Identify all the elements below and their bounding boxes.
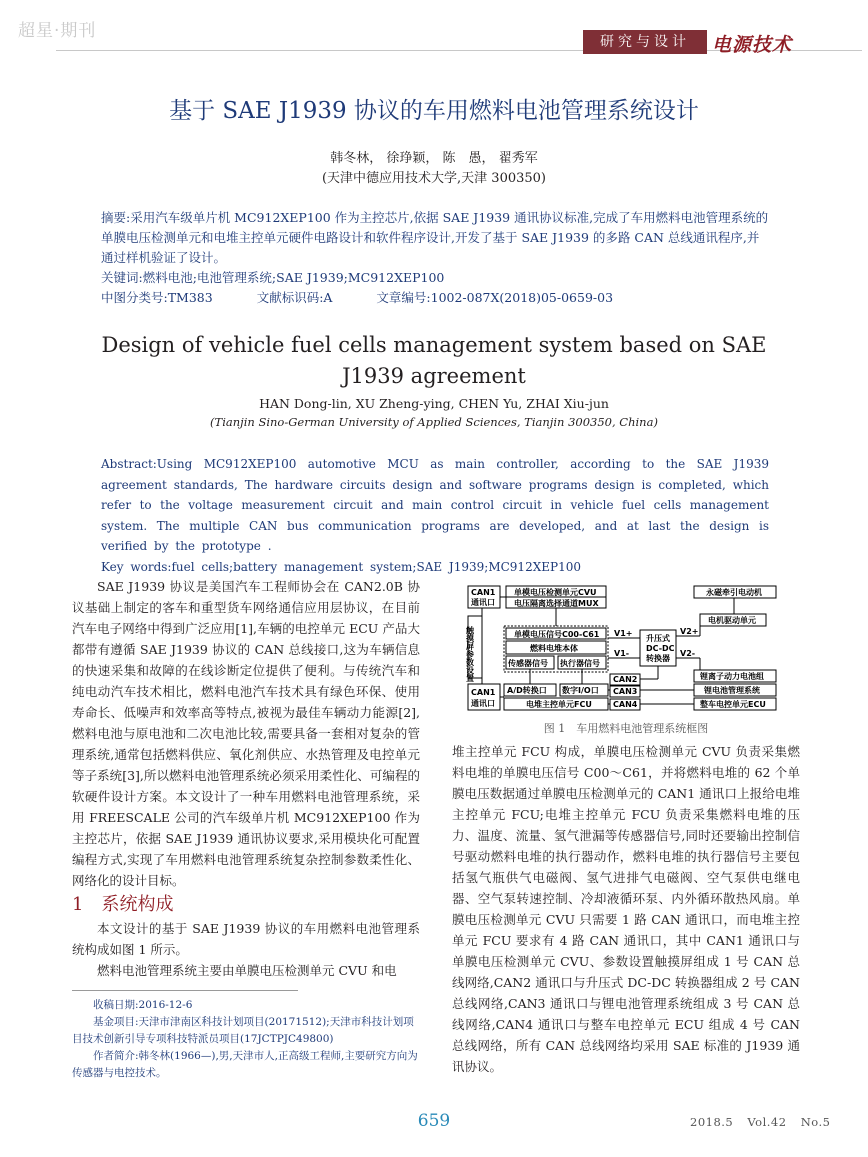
section-heading: 1 系统构成 [72, 894, 174, 915]
io-label: 数字I/O口 [562, 686, 599, 695]
fund-note: 基金项目:天津市津南区科技计划项目(20171512);天津市科技计划项目技术创新引导专项科技特派员项目(17JCTPJC49800) [72, 1016, 414, 1045]
can1-top-sub: 通讯口 [471, 598, 495, 607]
dcdc-label-b: DC-DC [646, 644, 675, 653]
can1-top-label: CAN1 [471, 588, 496, 597]
author-bio: 作者简介:韩冬林(1966—),男,天津市人,正高级工程师,主要研究方向为传感器与电控技术。 [72, 1050, 418, 1079]
abstract-en-text: Abstract:Using MC912XEP100 automotive MCU as main controller, according to the SAE J1939 agreement standards, The hardware circuits design and software programs design is completed, which refer to the voltage measurement circuit and main control circuit in vehicle fuel cells management system. The multiple CAN bus communication programs are developed, and at last the design is verified by the prototype . [101, 457, 769, 553]
received-date: 收稿日期:2016-12-6 [93, 999, 193, 1011]
motor-label: 永磁牵引电动机 [706, 588, 762, 597]
section-label: 研究与设计 [583, 30, 707, 54]
class-no: 中图分类号:TM383 [101, 290, 213, 305]
motor-driver-label: 电机驱动单元 [708, 616, 756, 625]
dcdc-label-c: 转换器 [646, 654, 670, 663]
body-paragraph: 堆主控单元 FCU 构成，单膜电压检测单元 CVU 负责采集燃料电堆的单膜电压信号 C00～C61，并将燃料电堆的 62 个单膜电压数据通过单膜电压检测单元的 CAN1 通讯口上报给电堆主控单元 FCU;电堆主控单元 FCU 负责采集燃料电堆的压力、温度、流量、氢气泄漏等传感器信号,同时还要输出控制信号驱动燃料电堆的执行器动作，燃料电堆的执行器信号主要包括氢气瓶供气电磁阀、氢气进排气电磁阀、空气泵供电继电器、空气泵转速控制、冷却液循环泵、内外循环散热风扇。单膜电压检测单元 CVU 只需要 1 路 CAN 通讯口，而电堆主控单元 FCU 要求有 4 路 CAN 通讯口，其中 CAN1 通讯口与单膜电压检测单元 CVU、参数设置触摸屏组成 1 号 CAN 总线网络,CAN2 通讯口与升压式 DC-DC 转换器组成 2 号 CAN 总线网络,CAN3 通讯口与锂电池管理系统组成 3 号 CAN 总线网络,CAN4 通讯口与整车电控单元 ECU 组成 4 号 CAN 总线网络，所有 CAN 总线网络均采用 SAE 标准的 J1939 通讯协议。 [452, 744, 800, 1074]
abstract-zh [101, 208, 769, 308]
fcu-label: 电堆主控单元FCU [526, 700, 592, 709]
bms-label: 锂电池管理系统 [704, 686, 760, 695]
v1-minus: V1- [614, 649, 630, 658]
can1-bottom-label: CAN1 [471, 688, 496, 697]
body-paragraph: 燃料电池管理系统主要由单膜电压检测单元 CVU 和电 [97, 963, 397, 978]
figure-caption: 图 1 车用燃料电池管理系统框图 [543, 722, 709, 735]
title-zh: 基于 SAE J1939 协议的车用燃料电池管理系统设计 [169, 98, 699, 124]
can2-label: CAN2 [613, 675, 638, 684]
footnote-rule [72, 990, 298, 991]
actuator-label: 执行器信号 [560, 659, 600, 668]
article-no: 文章编号:1002-087X(2018)05-0659-03 [376, 290, 614, 305]
touch-label: 触摸屏参数设置 [465, 626, 475, 682]
affiliation-zh: (天津中德应用技术大学,天津 300350) [321, 171, 547, 186]
li-pack-label: 锂离子动力电池组 [700, 672, 764, 681]
sensor-label: 传感器信号 [508, 659, 548, 668]
title-en: Design of vehicle fuel cells management system based on SAE J1939 agreement [101, 333, 767, 388]
stack-label: 燃料电堆本体 [530, 644, 578, 653]
v1-plus: V1+ [614, 629, 633, 638]
affiliation-en: (Tianjin Sino-German University of Applied Sciences, Tianjin 300350, China) [210, 415, 658, 429]
page-number: 659 [417, 1111, 451, 1131]
ecu-label: 整车电控单元ECU [700, 700, 766, 709]
classification-line [101, 288, 769, 308]
body-left-column [72, 576, 420, 981]
issue-info [690, 1115, 840, 1129]
keywords-en: Key words:fuel cells;battery management system;SAE J1939;MC912XEP100 [101, 559, 581, 574]
body-paragraph: SAE J1939 协议是美国汽车工程师协会在 CAN2.0B 协议基础上制定的客车和重型货车网络通信应用层协议，在目前汽车电子网络中得到广泛应用[1],车辆的电控单元 ECU 产品大都带有遵循 SAE J1939 协议的 CAN 总线接口,这为车辆信息的快速采集和故障的在线诊断定位提供了便利。与传统汽车和纯电动汽车技术相比，燃料电池汽车技术具有绿色环保、使用寿命长、低噪声和效率高等特点,被视为最佳车辆动力能源[2],燃料电池与原电池和二次电池比较,需要具备一套相对复杂的管理系统,通常包括燃料供应、氧化剂供应、水热管理及电控单元等子系统[3],所以燃料电池管理系统必须采用柔性化、可编程的软硬件设计方案。本文设计了一种车用燃料电池管理系统，采用 FREESCALE 公司的汽车级单片机 MC912XEP100 作为主控芯片，依据 SAE J1939 通讯协议要求,采用模块化可配置编程方式,实现了车用燃料电池管理系统复杂控制参数柔性化、网络化的设计目标。 [72, 579, 420, 888]
can1-bottom-sub: 通讯口 [471, 699, 495, 708]
ad-label: A/D转换口 [507, 686, 547, 695]
issue-number: No.5 [800, 1115, 831, 1129]
authors-zh: 韩冬林， 徐琤颖， 陈 愚， 翟秀军 [330, 151, 538, 166]
issue-year: 2018.5 [690, 1115, 734, 1129]
issue-volume: Vol.42 [747, 1115, 787, 1129]
abstract-en [101, 454, 769, 577]
footnotes [72, 997, 420, 1082]
doc-code: 文献标识码:A [256, 290, 333, 305]
can4-label: CAN4 [613, 700, 638, 709]
figure-1-diagram [464, 580, 784, 715]
v2-plus: V2+ [680, 627, 699, 636]
keywords-zh: 关键词:燃料电池;电池管理系统;SAE J1939;MC912XEP100 [101, 270, 445, 285]
signal-label: 单模电压信号C00-C61 [514, 630, 600, 639]
mux-label: 电压隔离选择通道MUX [514, 599, 599, 608]
can3-label: CAN3 [613, 687, 638, 696]
abstract-zh-text: 摘要:采用汽车级单片机 MC912XEP100 作为主控芯片,依据 SAE J1939 通讯协议标准,完成了车用燃料电池管理系统的单膜电压检测单元和电堆主控单元硬件电路设计和软件程序设计,开发了基于 SAE J1939 的多路 CAN 总线通讯程序,并通过样机验证了设计。 [101, 210, 769, 265]
v2-minus: V2- [680, 649, 696, 658]
body-paragraph: 本文设计的基于 SAE J1939 协议的车用燃料电池管理系统构成如图 1 所示。 [72, 921, 420, 957]
journal-logo: 电源技术 [712, 34, 793, 56]
authors-en: HAN Dong-lin, XU Zheng-ying, CHEN Yu, ZHAI Xiu-jun [259, 396, 609, 411]
dcdc-label-a: 升压式 [646, 634, 670, 643]
body-right-column [452, 741, 800, 1077]
cvu-label: 单模电压检测单元CVU [514, 588, 597, 597]
watermark: 超星·期刊 [18, 21, 97, 41]
